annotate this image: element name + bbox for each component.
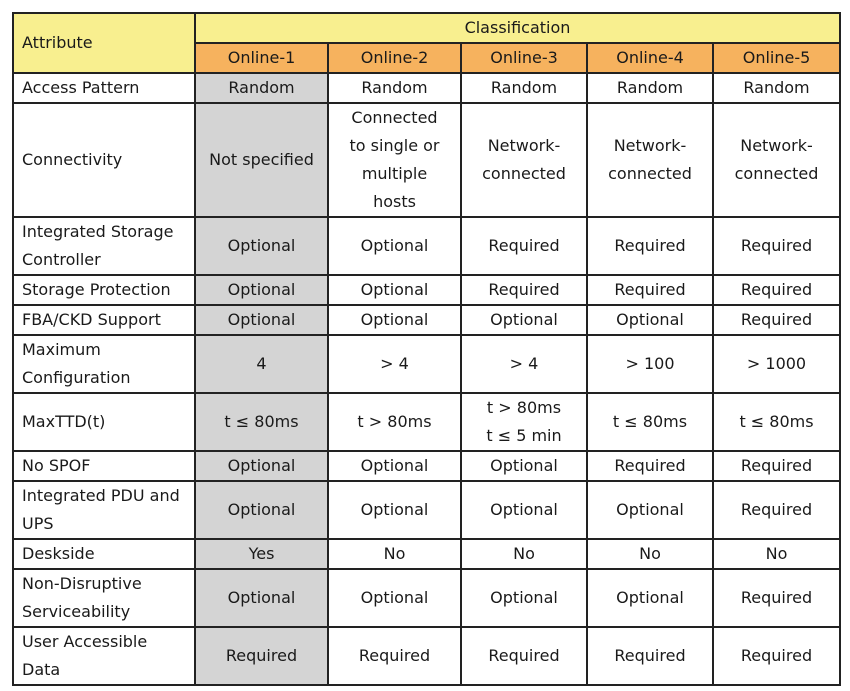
- table-cell: No: [713, 539, 840, 569]
- table-cell: Optional: [195, 569, 328, 627]
- table-cell: Optional: [461, 451, 587, 481]
- table-row: [13, 481, 840, 539]
- table-cell: Yes: [195, 539, 328, 569]
- attribute-header: Attribute: [13, 13, 195, 73]
- attribute-cell: Access Pattern: [13, 73, 195, 103]
- table-cell: Not specified: [195, 103, 328, 217]
- table-cell: Random: [461, 73, 587, 103]
- table-cell: Random: [713, 73, 840, 103]
- table-cell: Required: [713, 451, 840, 481]
- table-cell: Optional: [195, 481, 328, 539]
- table-cell: Network-connected: [587, 103, 713, 217]
- classification-table: [12, 12, 841, 686]
- table-cell: Random: [328, 73, 461, 103]
- column-header-online-3: Online-3: [461, 43, 587, 73]
- table-cell: Required: [713, 569, 840, 627]
- column-header-online-1: Online-1: [195, 43, 328, 73]
- table-cell: Required: [587, 275, 713, 305]
- column-header-online-4: Online-4: [587, 43, 713, 73]
- table-cell: Required: [461, 627, 587, 685]
- attribute-cell: Integrated Storage Controller: [13, 217, 195, 275]
- table-row: [13, 627, 840, 685]
- table-cell: Optional: [195, 305, 328, 335]
- attribute-cell: MaxTTD(t): [13, 393, 195, 451]
- table-cell: Optional: [587, 569, 713, 627]
- table-cell: Optional: [328, 481, 461, 539]
- table-cell: Required: [461, 217, 587, 275]
- table-cell: Optional: [587, 481, 713, 539]
- table-cell: t > 80ms t ≤ 5 min: [461, 393, 587, 451]
- table-cell: No: [461, 539, 587, 569]
- table-row: [13, 539, 840, 569]
- table-cell: > 4: [461, 335, 587, 393]
- table-row: [13, 335, 840, 393]
- table-cell: Optional: [328, 569, 461, 627]
- table-cell: Optional: [195, 275, 328, 305]
- table-cell: Network-connected: [461, 103, 587, 217]
- table-cell: Required: [587, 217, 713, 275]
- attribute-cell: Non-Disruptive Serviceability: [13, 569, 195, 627]
- table-cell: Network-connected: [713, 103, 840, 217]
- attribute-cell: No SPOF: [13, 451, 195, 481]
- table-cell: Required: [195, 627, 328, 685]
- table-row: [13, 73, 840, 103]
- table-cell: Required: [713, 481, 840, 539]
- attribute-cell: FBA/CKD Support: [13, 305, 195, 335]
- table-cell: Required: [461, 275, 587, 305]
- table-cell: 4: [195, 335, 328, 393]
- table-cell: Required: [713, 217, 840, 275]
- table-cell: Random: [587, 73, 713, 103]
- table-cell: Optional: [328, 275, 461, 305]
- table-cell: > 1000: [713, 335, 840, 393]
- table-cell: Required: [713, 305, 840, 335]
- table-cell: t ≤ 80ms: [195, 393, 328, 451]
- table-row: [13, 103, 840, 217]
- table-cell: Required: [713, 627, 840, 685]
- attribute-cell: Connectivity: [13, 103, 195, 217]
- column-header-online-2: Online-2: [328, 43, 461, 73]
- table-cell: Optional: [461, 481, 587, 539]
- table-cell: > 100: [587, 335, 713, 393]
- table-row: [13, 393, 840, 451]
- attribute-cell: User Accessible Data: [13, 627, 195, 685]
- table-cell: t ≤ 80ms: [587, 393, 713, 451]
- classification-header: Classification: [195, 13, 840, 43]
- table-cell: Required: [713, 275, 840, 305]
- table-row: [13, 305, 840, 335]
- attribute-cell: Maximum Configuration: [13, 335, 195, 393]
- table-cell: Optional: [328, 305, 461, 335]
- table-row: [13, 275, 840, 305]
- table-cell: Required: [587, 451, 713, 481]
- attribute-cell: Deskside: [13, 539, 195, 569]
- table-cell: Required: [587, 627, 713, 685]
- table-cell: > 4: [328, 335, 461, 393]
- table-row: [13, 451, 840, 481]
- attribute-cell: Integrated PDU and UPS: [13, 481, 195, 539]
- table-row: [13, 217, 840, 275]
- column-header-online-5: Online-5: [713, 43, 840, 73]
- table-cell: Connected to single or multiple hosts: [328, 103, 461, 217]
- table-cell: Optional: [195, 451, 328, 481]
- table-cell: t ≤ 80ms: [713, 393, 840, 451]
- table-cell: Optional: [328, 217, 461, 275]
- attribute-cell: Storage Protection: [13, 275, 195, 305]
- table-cell: Optional: [328, 451, 461, 481]
- table-cell: Optional: [461, 569, 587, 627]
- table-cell: Required: [328, 627, 461, 685]
- header-row-1: [13, 13, 840, 43]
- table-cell: Optional: [195, 217, 328, 275]
- table-cell: No: [587, 539, 713, 569]
- table-row: [13, 569, 840, 627]
- table-cell: No: [328, 539, 461, 569]
- table-cell: Optional: [461, 305, 587, 335]
- table-cell: t > 80ms: [328, 393, 461, 451]
- table-cell: Optional: [587, 305, 713, 335]
- table-cell: Random: [195, 73, 328, 103]
